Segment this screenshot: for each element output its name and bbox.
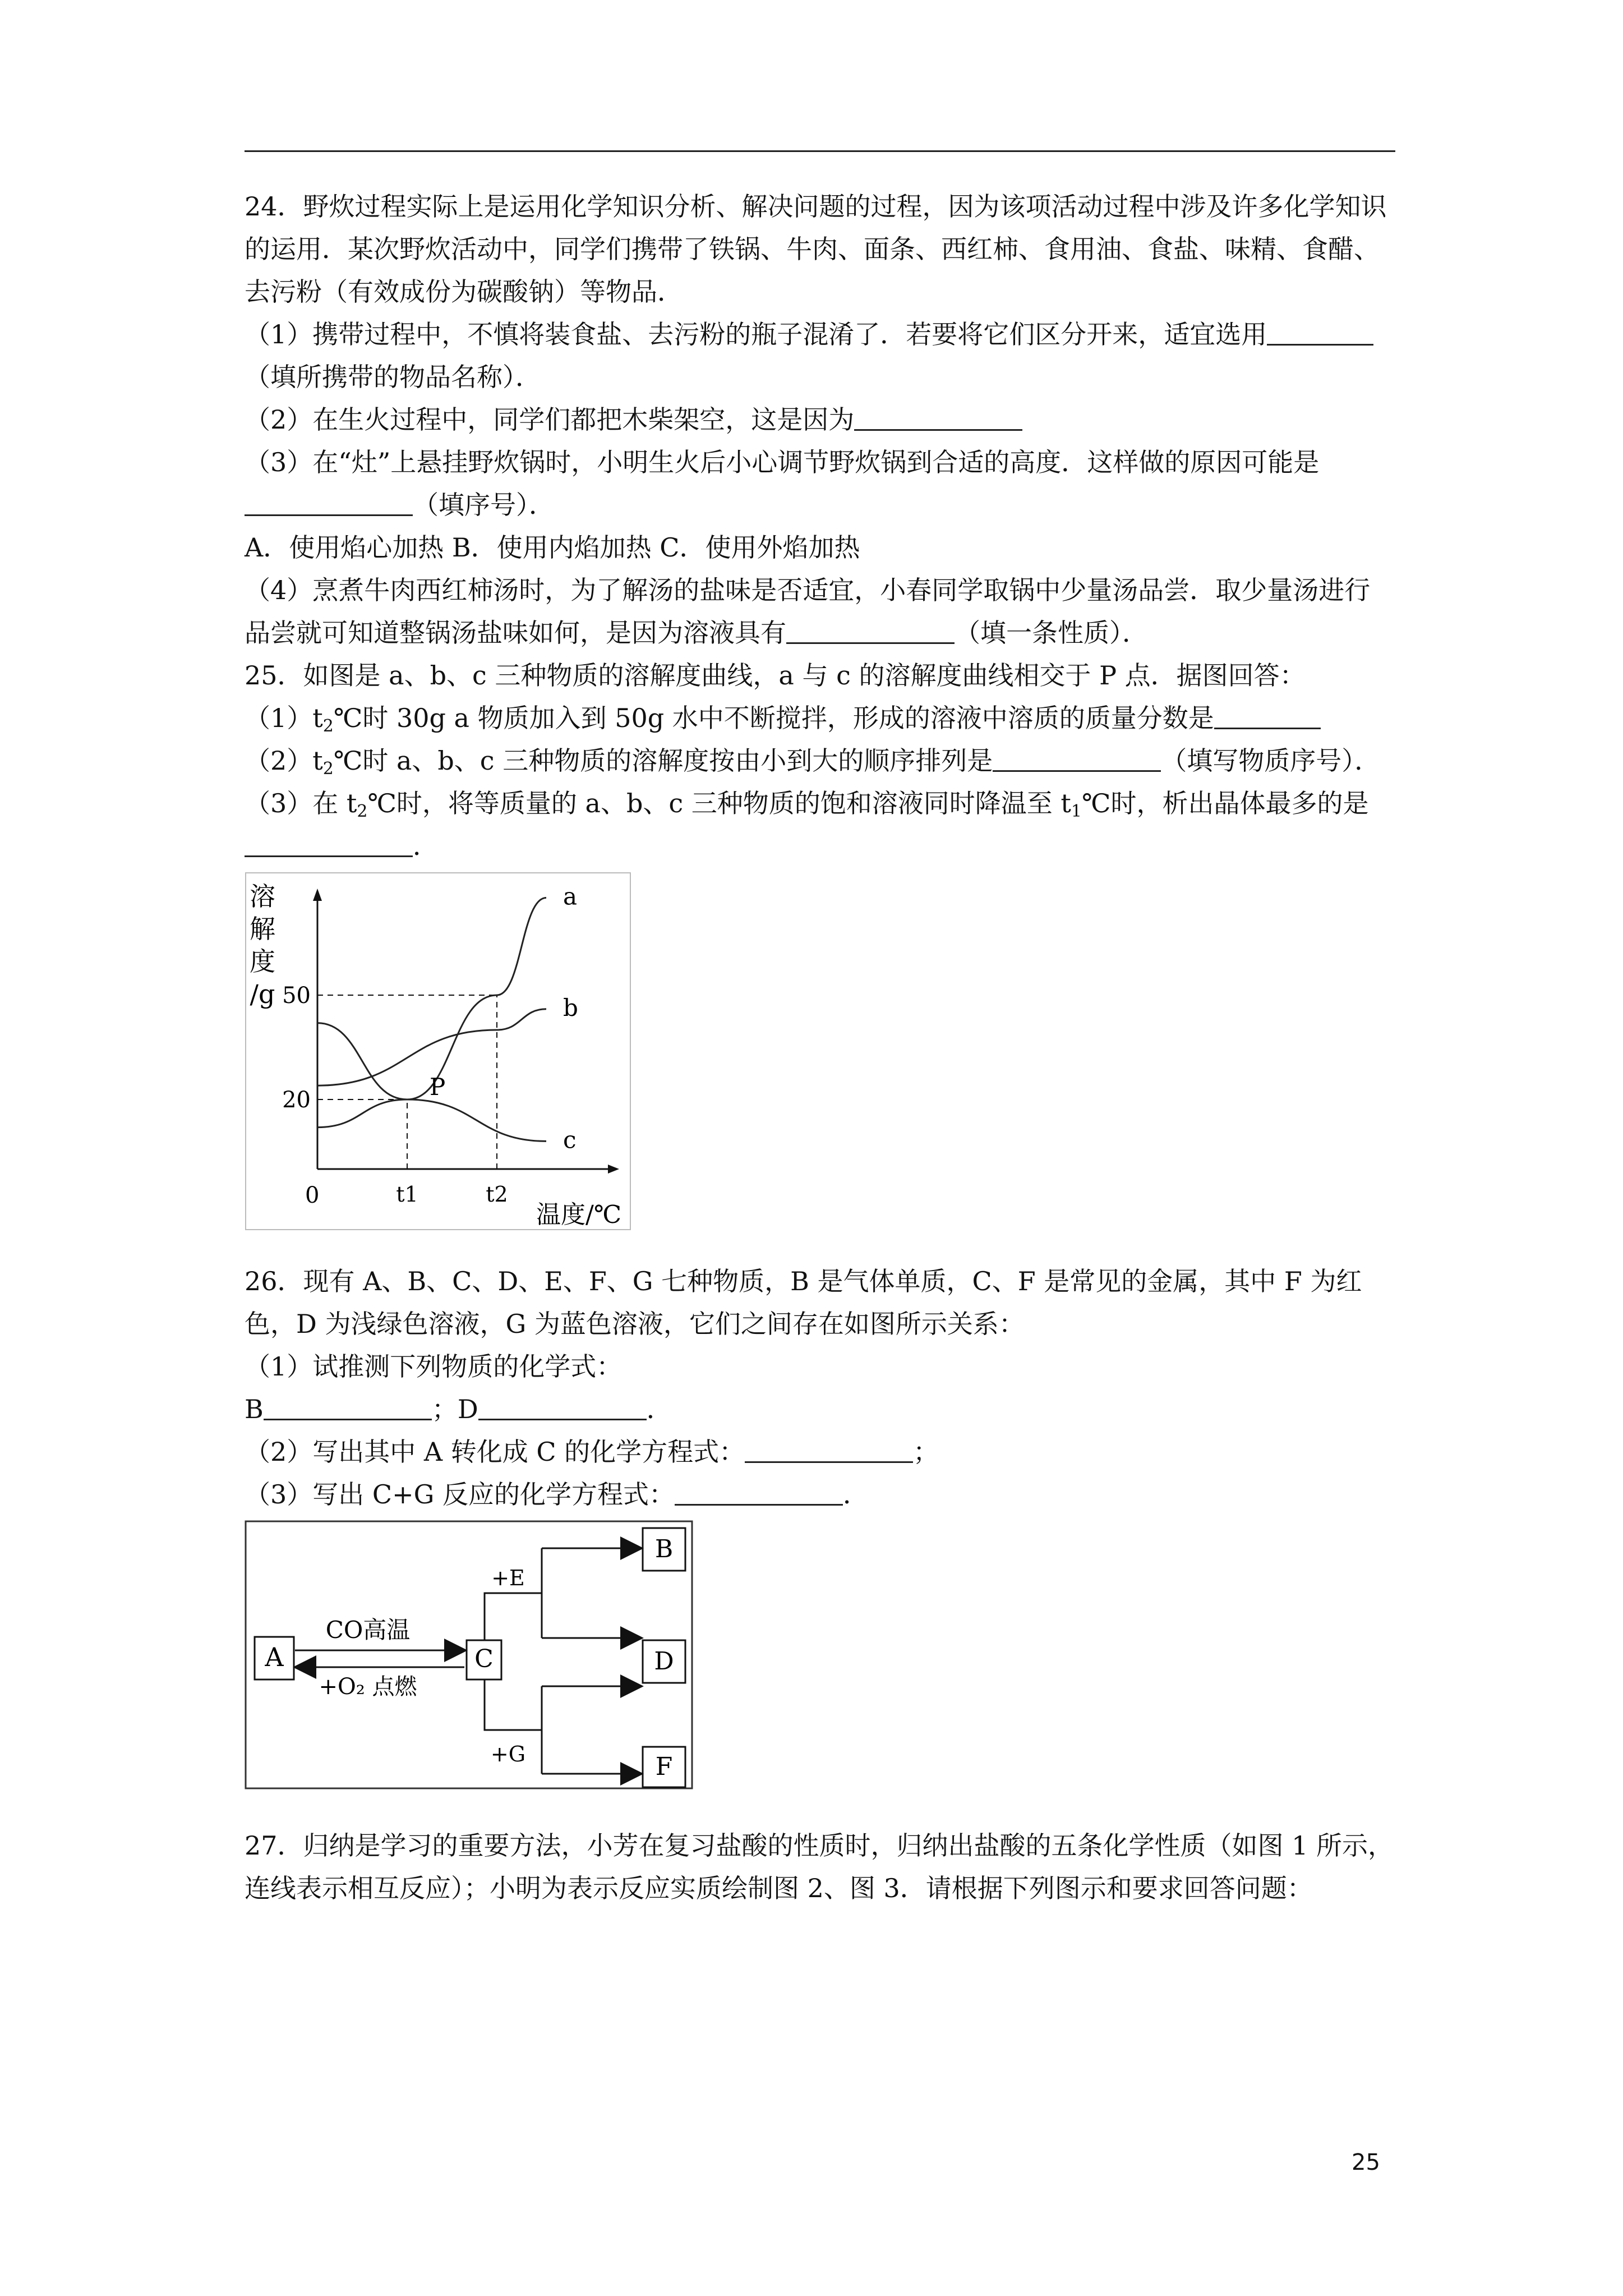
header-rule <box>245 150 1395 152</box>
q26-d-label: ；D <box>431 1394 478 1424</box>
curve-label-c: c <box>563 1126 577 1154</box>
q24-part4 <box>245 569 1395 654</box>
q25-stem: 25．如图是 a、b、c 三种物质的溶解度曲线，a 与 c 的溶解度曲线相交于 P 点．据图回答： <box>245 660 1306 691</box>
branch-top-label: +E <box>491 1566 525 1590</box>
q25-part3-sub-a: 2 <box>357 802 368 821</box>
x-axis-arrow <box>608 1165 619 1174</box>
box-f-label: F <box>655 1752 673 1781</box>
box-c-label: C <box>474 1645 494 1673</box>
branch-bottom-label: +G <box>490 1742 526 1766</box>
q24-part2-text: （2）在生火过程中，同学们都把木柴架空，这是因为 <box>245 404 855 435</box>
x-tick-label: t2 <box>486 1182 508 1207</box>
q25-part2-blank[interactable] <box>993 741 1161 772</box>
y-axis-label-part: 解 <box>250 914 275 944</box>
box-d-label: D <box>654 1647 674 1676</box>
q25-part1-blank[interactable] <box>1214 698 1321 729</box>
q25-part3-c: ℃时，析出晶体最多的是 <box>1082 788 1369 818</box>
branch-top-line <box>485 1593 542 1640</box>
q25-part1-a: （1）t <box>245 703 323 733</box>
curve-label-b: b <box>563 993 578 1022</box>
q25-part2-c: （填写物质序号）． <box>1161 746 1381 776</box>
q26-part1-answers <box>245 1388 1395 1430</box>
q25-part1-sub: 2 <box>322 716 334 736</box>
q26-part1-period: ． <box>646 1394 672 1424</box>
q26-part2-text: （2）写出其中 A 转化成 C 的化学方程式： <box>245 1437 745 1467</box>
q25-part3-b: ℃时，将等质量的 a、b、c 三种物质的饱和溶液同时降温至 t <box>367 788 1071 818</box>
page-body <box>245 185 1395 1910</box>
branch-bottom-line <box>485 1680 542 1730</box>
q26-part3-period: ． <box>843 1479 869 1510</box>
q26-b-blank[interactable] <box>264 1389 432 1420</box>
q24-part3-text: （3）在“灶”上悬挂野炊锅时，小明生火后小心调节野炊锅到合适的高度．这样做的原因可能是 <box>245 447 1320 477</box>
y-axis-label-part: 溶 <box>250 881 275 912</box>
q25-part1 <box>245 697 1395 739</box>
q26-part2 <box>245 1430 1395 1473</box>
y-tick-label: 20 <box>282 1087 311 1113</box>
q25-part3-a: （3）在 t <box>245 788 357 818</box>
q26-d-blank[interactable] <box>478 1389 647 1420</box>
q25-part1-b: ℃时 30g a 物质加入到 50g 水中不断搅拌，形成的溶液中溶质的质量分数是 <box>333 703 1214 733</box>
question-25 <box>245 654 1395 1243</box>
q26-part3-blank[interactable] <box>675 1475 843 1506</box>
question-24 <box>245 185 1395 654</box>
q26-part2-semicolon: ； <box>913 1437 939 1467</box>
page-number: 25 <box>1352 2150 1380 2175</box>
q26-part1: （1）试推测下列物质的化学式： <box>245 1351 623 1382</box>
y-axis-arrow <box>313 889 322 901</box>
y-axis-label-part: /g <box>250 979 275 1009</box>
q24-part1-tail: （填所携带的物品名称）． <box>245 362 541 392</box>
q24-part1-blank[interactable] <box>1267 315 1373 346</box>
origin-label: 0 <box>305 1182 320 1208</box>
q24-part2-blank[interactable] <box>854 400 1022 431</box>
q24-part4-text: （4）烹煮牛肉西红柿汤时，为了解汤的盐味是否适宜，小春同学取锅中少量汤品尝．取少量汤进行品尝就可知道整锅汤盐味如何，是因为溶液具有 <box>245 575 1371 648</box>
q25-part2 <box>245 739 1395 782</box>
q24-part3-tail: （填序号）． <box>413 490 555 520</box>
q24-part3-blank[interactable] <box>245 485 413 516</box>
y-axis-label-part: 度 <box>250 946 275 977</box>
question-27 <box>245 1824 1395 1910</box>
chart-frame <box>246 873 630 1230</box>
q25-part2-sub: 2 <box>322 759 334 779</box>
q24-stem: 24．野炊过程实际上是运用化学知识分析、解决问题的过程，因为该项活动过程中涉及许多化学知识的运用．某次野炊活动中，同学们携带了铁锅、牛肉、面条、西红柿、食用油、食盐、味精、食醋、去污粉（有效成份为碳酸钠）等物品． <box>245 191 1387 307</box>
q26-part3-text: （3）写出 C+G 反应的化学方程式： <box>245 1479 675 1510</box>
diagram-frame <box>246 1521 692 1788</box>
q24-part3 <box>245 441 1395 526</box>
x-axis-label: 温度/℃ <box>536 1200 622 1229</box>
reaction-diagram-svg <box>245 1520 693 1789</box>
q24-part4-blank[interactable] <box>786 613 955 644</box>
q24-part2 <box>245 398 1395 441</box>
q26-b-label: B <box>245 1394 264 1424</box>
q25-part3-period: ． <box>413 831 439 861</box>
q26-part3 <box>245 1473 1395 1516</box>
q27-stem: 27．归纳是学习的重要方法，小芳在复习盐酸的性质时，归纳出盐酸的五条化学性质（如图 1 所示，连线表示相互反应）；小明为表示反应实质绘制图 2、图 3．请根据下列图示和要求回答问题： <box>245 1830 1394 1903</box>
q25-part2-a: （2）t <box>245 746 323 776</box>
point-p-label: P <box>430 1073 446 1101</box>
q25-part2-b: ℃时 a、b、c 三种物质的溶解度按由小到大的顺序排列是 <box>333 746 993 776</box>
q26-stem: 26．现有 A、B、C、D、E、F、G 七种物质，B 是气体单质，C、F 是常见的金属，其中 F 为红色，D 为浅绿色溶液，G 为蓝色溶液，它们之间存在如图所示关系： <box>245 1266 1362 1339</box>
question-26 <box>245 1260 1395 1802</box>
q25-part3-blank[interactable] <box>245 826 413 857</box>
x-tick-label: t1 <box>396 1182 418 1207</box>
box-b-label: B <box>654 1535 674 1563</box>
q24-options: A．使用焰心加热 B．使用内焰加热 C．使用外焰加热 <box>245 532 860 563</box>
arrow-top-label: CO高温 <box>325 1616 411 1644</box>
q25-part3-sub-b: 1 <box>1071 802 1082 821</box>
q26-part2-blank[interactable] <box>745 1432 913 1463</box>
reaction-diagram <box>245 1520 1395 1802</box>
arrow-bottom-label: +O₂ 点燃 <box>319 1674 417 1700</box>
y-tick-label: 50 <box>282 983 311 1009</box>
box-a-label: A <box>265 1642 284 1672</box>
solubility-chart-svg <box>245 872 631 1231</box>
curve-label-a: a <box>563 882 578 910</box>
solubility-chart <box>245 872 1395 1243</box>
q25-part3 <box>245 782 1395 867</box>
q24-part1 <box>245 313 1395 398</box>
q24-part4-tail: （填一条性质）． <box>955 618 1148 648</box>
q24-part1-text: （1）携带过程中，不慎将装食盐、去污粉的瓶子混淆了．若要将它们区分开来，适宜选用 <box>245 319 1267 349</box>
